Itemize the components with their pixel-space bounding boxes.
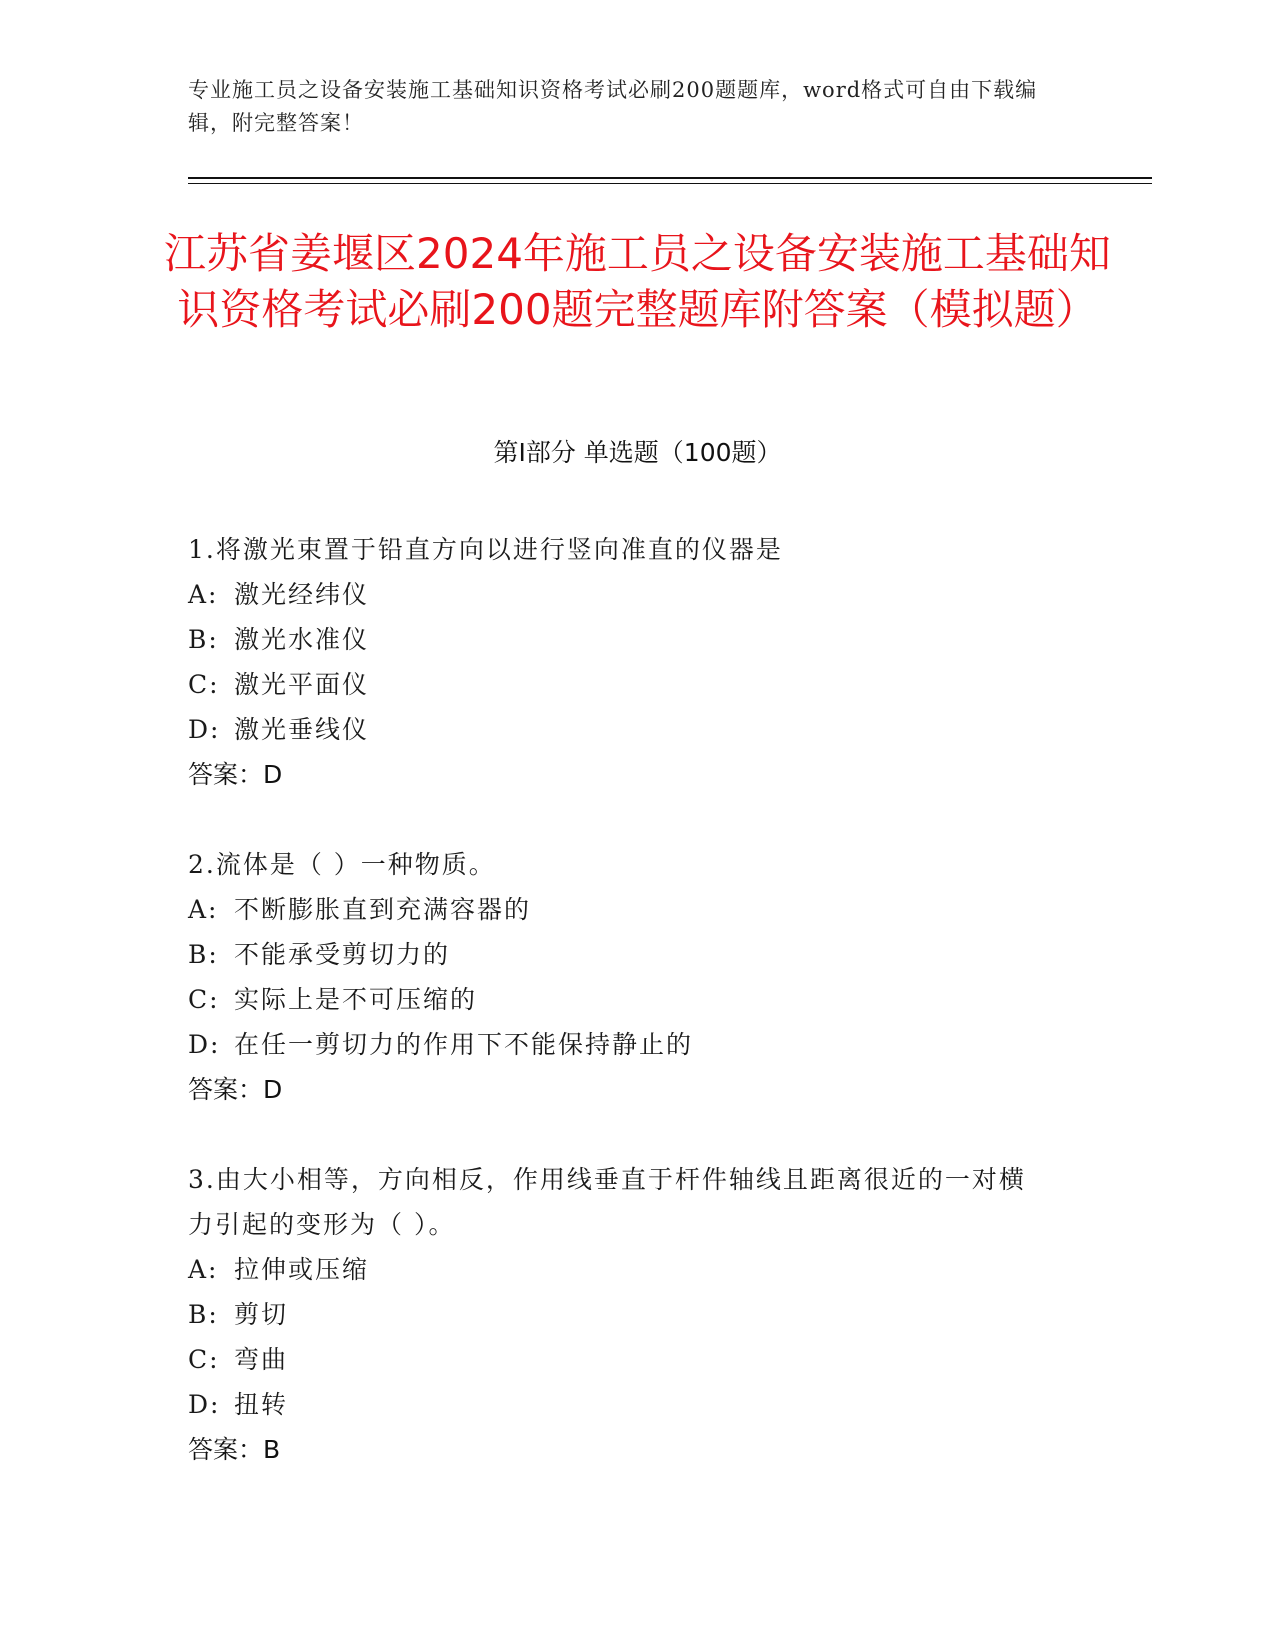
answer-value: B <box>263 1435 281 1464</box>
document-title: 江苏省姜堰区2024年施工员之设备安装施工基础知识资格考试必刷200题完整题库附答案（模拟题） <box>164 229 1111 334</box>
option-key: B: <box>188 940 219 969</box>
header-divider-thin <box>188 183 1152 184</box>
option-key: A: <box>188 580 219 609</box>
question-list <box>188 527 1088 1517</box>
option-a <box>188 1247 1088 1292</box>
answer-label: 答案： <box>188 1435 264 1464</box>
question-stem: 2.流体是（ ）一种物质。 <box>188 850 496 879</box>
option-text: 激光经纬仪 <box>234 580 370 609</box>
option-key: D: <box>188 715 221 744</box>
header-note: 专业施工员之设备安装施工基础知识资格考试必刷200题题库，word格式可自由下载编辑，附完整答案！ <box>188 78 1038 135</box>
option-text: 扭转 <box>234 1390 289 1419</box>
option-key: B: <box>188 1300 219 1329</box>
option-text: 剪切 <box>234 1300 289 1329</box>
option-a <box>188 572 1088 617</box>
answer-line <box>188 1067 1088 1112</box>
option-text: 实际上是不可压缩的 <box>234 985 478 1014</box>
section-heading: 第Ⅰ部分 单选题（100题） <box>493 438 782 467</box>
question-2 <box>188 842 1088 1112</box>
option-text: 不能承受剪切力的 <box>234 940 451 969</box>
option-d <box>188 1382 1088 1427</box>
question-stem: 3.由大小相等，方向相反，作用线垂直于杆件轴线且距离很近的一对横力引起的变形为（ ）。 <box>188 1165 1026 1239</box>
answer-label: 答案： <box>188 760 264 789</box>
answer-line <box>188 752 1088 797</box>
question-1 <box>188 527 1088 797</box>
option-text: 激光平面仪 <box>234 670 370 699</box>
option-text: 拉伸或压缩 <box>234 1255 370 1284</box>
option-key: D: <box>188 1390 221 1419</box>
question-3 <box>188 1157 1088 1472</box>
option-d <box>188 1022 1088 1067</box>
option-text: 激光垂线仪 <box>234 715 370 744</box>
option-b <box>188 617 1088 662</box>
option-text: 不断膨胀直到充满容器的 <box>234 895 532 924</box>
answer-label: 答案： <box>188 1075 264 1104</box>
option-c <box>188 977 1088 1022</box>
option-key: C: <box>188 985 220 1014</box>
question-stem: 1.将激光束置于铅直方向以进行竖向准直的仪器是 <box>188 535 783 564</box>
answer-value: D <box>263 1075 283 1104</box>
option-d <box>188 707 1088 752</box>
option-a <box>188 887 1088 932</box>
option-key: C: <box>188 1345 220 1374</box>
option-key: C: <box>188 670 220 699</box>
option-key: B: <box>188 625 219 654</box>
answer-value: D <box>263 760 283 789</box>
option-b <box>188 932 1088 977</box>
option-c <box>188 1337 1088 1382</box>
option-key: D: <box>188 1030 221 1059</box>
option-key: A: <box>188 895 219 924</box>
option-c <box>188 662 1088 707</box>
option-b <box>188 1292 1088 1337</box>
option-key: A: <box>188 1255 219 1284</box>
option-text: 弯曲 <box>234 1345 289 1374</box>
option-text: 激光水准仪 <box>234 625 370 654</box>
option-text: 在任一剪切力的作用下不能保持静止的 <box>234 1030 694 1059</box>
header-divider-thick <box>188 177 1152 179</box>
answer-line <box>188 1427 1088 1472</box>
